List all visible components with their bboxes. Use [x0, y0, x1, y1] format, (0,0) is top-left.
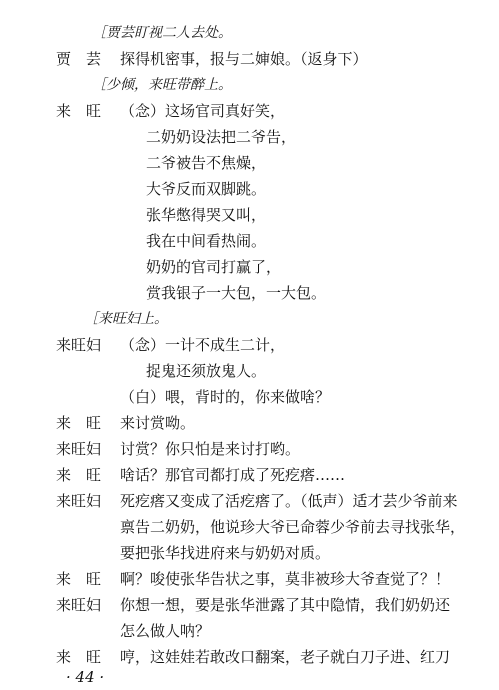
dialogue-text: 讨赏？你只怕是来讨打哟。: [120, 440, 301, 458]
verse-line: 二奶奶设法把二爷告，: [146, 128, 297, 146]
speaker-name: 来旺妇: [56, 336, 102, 354]
stage-direction: ［贾芸盯视二人去处。: [92, 25, 232, 41]
speaker-name: 来 旺: [56, 466, 102, 484]
verse-line: 大爷反而双脚跳。: [146, 180, 267, 198]
dialogue-text: 要把张华找进府来与奶奶对质。: [120, 544, 331, 562]
verse-line: 奶奶的官司打赢了，: [146, 258, 282, 276]
stage-direction: ［来旺妇上。: [84, 311, 168, 327]
verse-line: 张华憋得哭又叫，: [146, 206, 267, 224]
dialogue-text: 你想一想，要是张华泄露了其中隐情，我们奶奶还: [120, 596, 451, 614]
verse-line: 赏我银子一大包，一大包。: [146, 284, 327, 302]
dialogue-text: （念）这场官司真好笑，: [120, 102, 286, 120]
dialogue-text: 啥话？那官司都打成了死疙瘩……: [120, 466, 346, 484]
dialogue-text: 探得机密事，报与二婶娘。（返身下）: [120, 50, 368, 68]
dialogue-text: 怎么做人呐？: [120, 622, 211, 640]
dialogue-text: 哼，这娃娃若敢改口翻案，老子就白刀子进、红刀: [120, 648, 451, 666]
dialogue-text: 死疙瘩又变成了活疙瘩了。（低声）适才芸少爷前来: [120, 492, 458, 510]
speaker-name: 来 旺: [56, 414, 102, 432]
speaker-name: 来旺妇: [56, 440, 102, 458]
speaker-name: 来旺妇: [56, 596, 102, 614]
speaker-name: 来旺妇: [56, 492, 102, 510]
dialogue-text: 禀告二奶奶，他说珍大爷已命蓉少爷前去寻找张华，: [120, 518, 466, 536]
dialogue-text: 啊？唆使张华告状之事，莫非被珍大爷查觉了？！: [120, 570, 451, 588]
verse-line: 我在中间看热闹。: [146, 232, 267, 250]
verse-line: 二爷被告不焦燥，: [146, 154, 267, 172]
speaker-name: 来 旺: [56, 102, 102, 120]
dialogue-text: 来讨赏呦。: [120, 414, 196, 432]
speaker-name: 来 旺: [56, 570, 102, 588]
verse-line: 捉鬼还须放鬼人。: [146, 362, 267, 380]
speaker-name: 来 旺: [56, 648, 102, 666]
stage-direction: ［少倾，来旺带醉上。: [92, 77, 232, 93]
speaker-name: 贾 芸: [56, 50, 102, 68]
page-number: · 44 ·: [66, 668, 105, 686]
dialogue-text: （念）一计不成生二计，: [120, 336, 286, 354]
dialogue-text: （白）喂，背时的，你来做啥？: [120, 388, 331, 406]
